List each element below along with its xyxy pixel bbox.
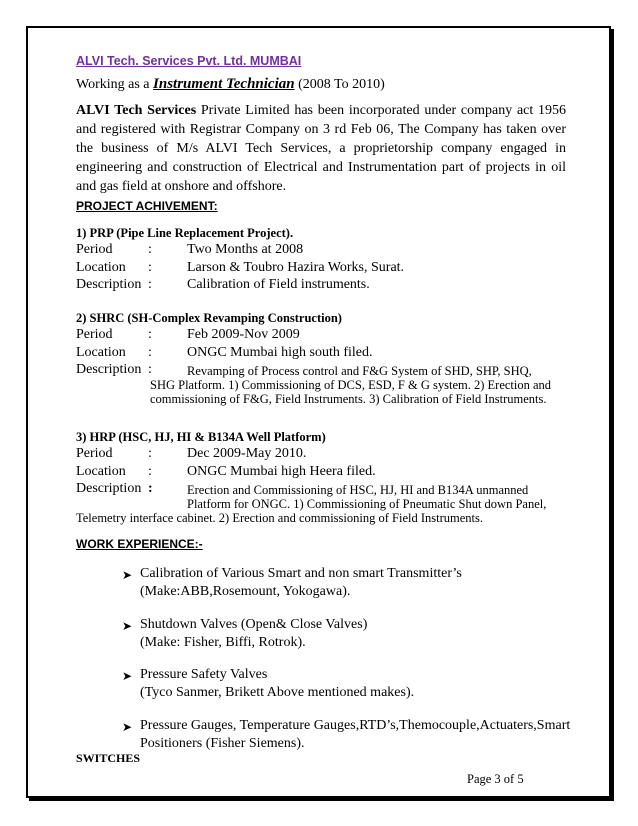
project-1-title: 1) PRP (Pipe Line Replacement Project). xyxy=(76,226,294,240)
project-2-title: 2) SHRC (SH-Complex Revamping Construction) xyxy=(76,311,342,325)
project-3-period-colon: : xyxy=(148,446,152,461)
work-item-4-line-1: Pressure Gauges, Temperature Gauges,RTD’s,Themocouple,Actuaters,Smart xyxy=(140,718,571,733)
project-3-description-line-2: Platform for ONGC. 1) Commissioning of Pneumatic Shut down Panel, xyxy=(187,497,547,511)
arrow-bullet-icon: ➤ xyxy=(122,669,133,683)
work-item-4-line-2: Positioners (Fisher Siemens). xyxy=(140,736,305,751)
project-2-period-label: Period xyxy=(76,327,113,342)
work-item-3-line-1: Pressure Safety Valves xyxy=(140,667,268,682)
project-3-location-colon: : xyxy=(148,464,152,479)
project-3-description-line-3: Telemetry interface cabinet. 2) Erection and commissioning of Field Instruments. xyxy=(76,511,483,525)
working-suffix: (2008 To 2010) xyxy=(294,77,385,92)
project-1-description-colon: : xyxy=(148,277,152,292)
project-1-description: Calibration of Field instruments. xyxy=(187,277,370,292)
arrow-bullet-icon: ➤ xyxy=(122,619,133,633)
project-2-description-colon: : xyxy=(148,362,152,377)
intro-company-name: ALVI Tech Services xyxy=(76,103,197,118)
project-1-period: Two Months at 2008 xyxy=(187,242,304,257)
work-item-1-line-1: Calibration of Various Smart and non smart Transmitter’s xyxy=(140,566,462,581)
project-2-location-colon: : xyxy=(148,345,152,360)
work-item-3-line-2: (Tyco Sanmer, Brikett Above mentioned makes). xyxy=(140,685,415,700)
project-1-location-colon: : xyxy=(148,260,152,275)
project-3-period: Dec 2009-May 2010. xyxy=(187,446,307,461)
work-item-2-line-2: (Make: Fisher, Biffi, Rotrok). xyxy=(140,635,306,650)
work-item-1-line-2: (Make:ABB,Rosemount, Yokogawa). xyxy=(140,584,351,599)
page-number: Page 3 of 5 xyxy=(467,772,524,786)
project-2-period-colon: : xyxy=(148,327,152,342)
project-2-description-line-1: Revamping of Process control and F&G System of SHD, SHP, SHQ, xyxy=(187,364,532,378)
working-prefix: Working as a xyxy=(76,77,154,92)
intro-text: Private Limited has been incorporated under company act 1956 and registered with Registrar Company on 3 rd Feb 06, The Company has taken over the business of M/s ALVI Tech Services, a proprietorship company engaged in engineering and construction of Electrical and Instrumentation part of projects in oil and gas field at onshore and offshore. xyxy=(76,103,567,194)
project-2-location-label: Location xyxy=(76,345,126,360)
work-item-2-line-1: Shutdown Valves (Open& Close Valves) xyxy=(140,617,368,632)
project-3-location: ONGC Mumbai high Heera filed. xyxy=(187,464,376,479)
project-1-period-label: Period xyxy=(76,242,113,257)
working-line xyxy=(76,76,385,93)
arrow-bullet-icon: ➤ xyxy=(122,568,133,582)
project-2-description-line-3: commissioning of F&G, Field Instruments. 3) Calibration of Field Instruments. xyxy=(150,392,547,406)
project-3-description-line-1: Erection and Commissioning of HSC, HJ, HI and B134A unmanned xyxy=(187,483,529,497)
project-1-period-colon: : xyxy=(148,242,152,257)
project-3-description-label: Description xyxy=(76,481,142,496)
project-2-location: ONGC Mumbai high south filed. xyxy=(187,345,373,360)
project-3-title: 3) HRP (HSC, HJ, HI & B134A Well Platform) xyxy=(76,430,326,444)
project-3-period-label: Period xyxy=(76,446,113,461)
project-1-description-label: Description xyxy=(76,277,142,292)
arrow-bullet-icon: ➤ xyxy=(122,720,133,734)
project-2-description-line-2: SHG Platform. 1) Commissioning of DCS, ESD, F & G system. 2) Erection and xyxy=(150,378,552,392)
project-1-location: Larson & Toubro Hazira Works, Surat. xyxy=(187,260,405,275)
project-2-description-label: Description xyxy=(76,362,142,377)
project-1-location-label: Location xyxy=(76,260,126,275)
switches-heading: SWITCHES xyxy=(76,751,141,765)
project-heading: PROJECT ACHIVEMENT: xyxy=(76,199,218,213)
project-2-period: Feb 2009-Nov 2009 xyxy=(187,327,300,342)
project-3-location-label: Location xyxy=(76,464,126,479)
intro-paragraph xyxy=(76,101,566,196)
role-title: Instrument Technician xyxy=(153,76,295,92)
company-heading: ALVI Tech. Services Pvt. Ltd. MUMBAI xyxy=(76,54,302,68)
work-experience-heading: WORK EXPERIENCE:- xyxy=(76,537,203,551)
project-3-description-colon: : xyxy=(148,481,153,496)
